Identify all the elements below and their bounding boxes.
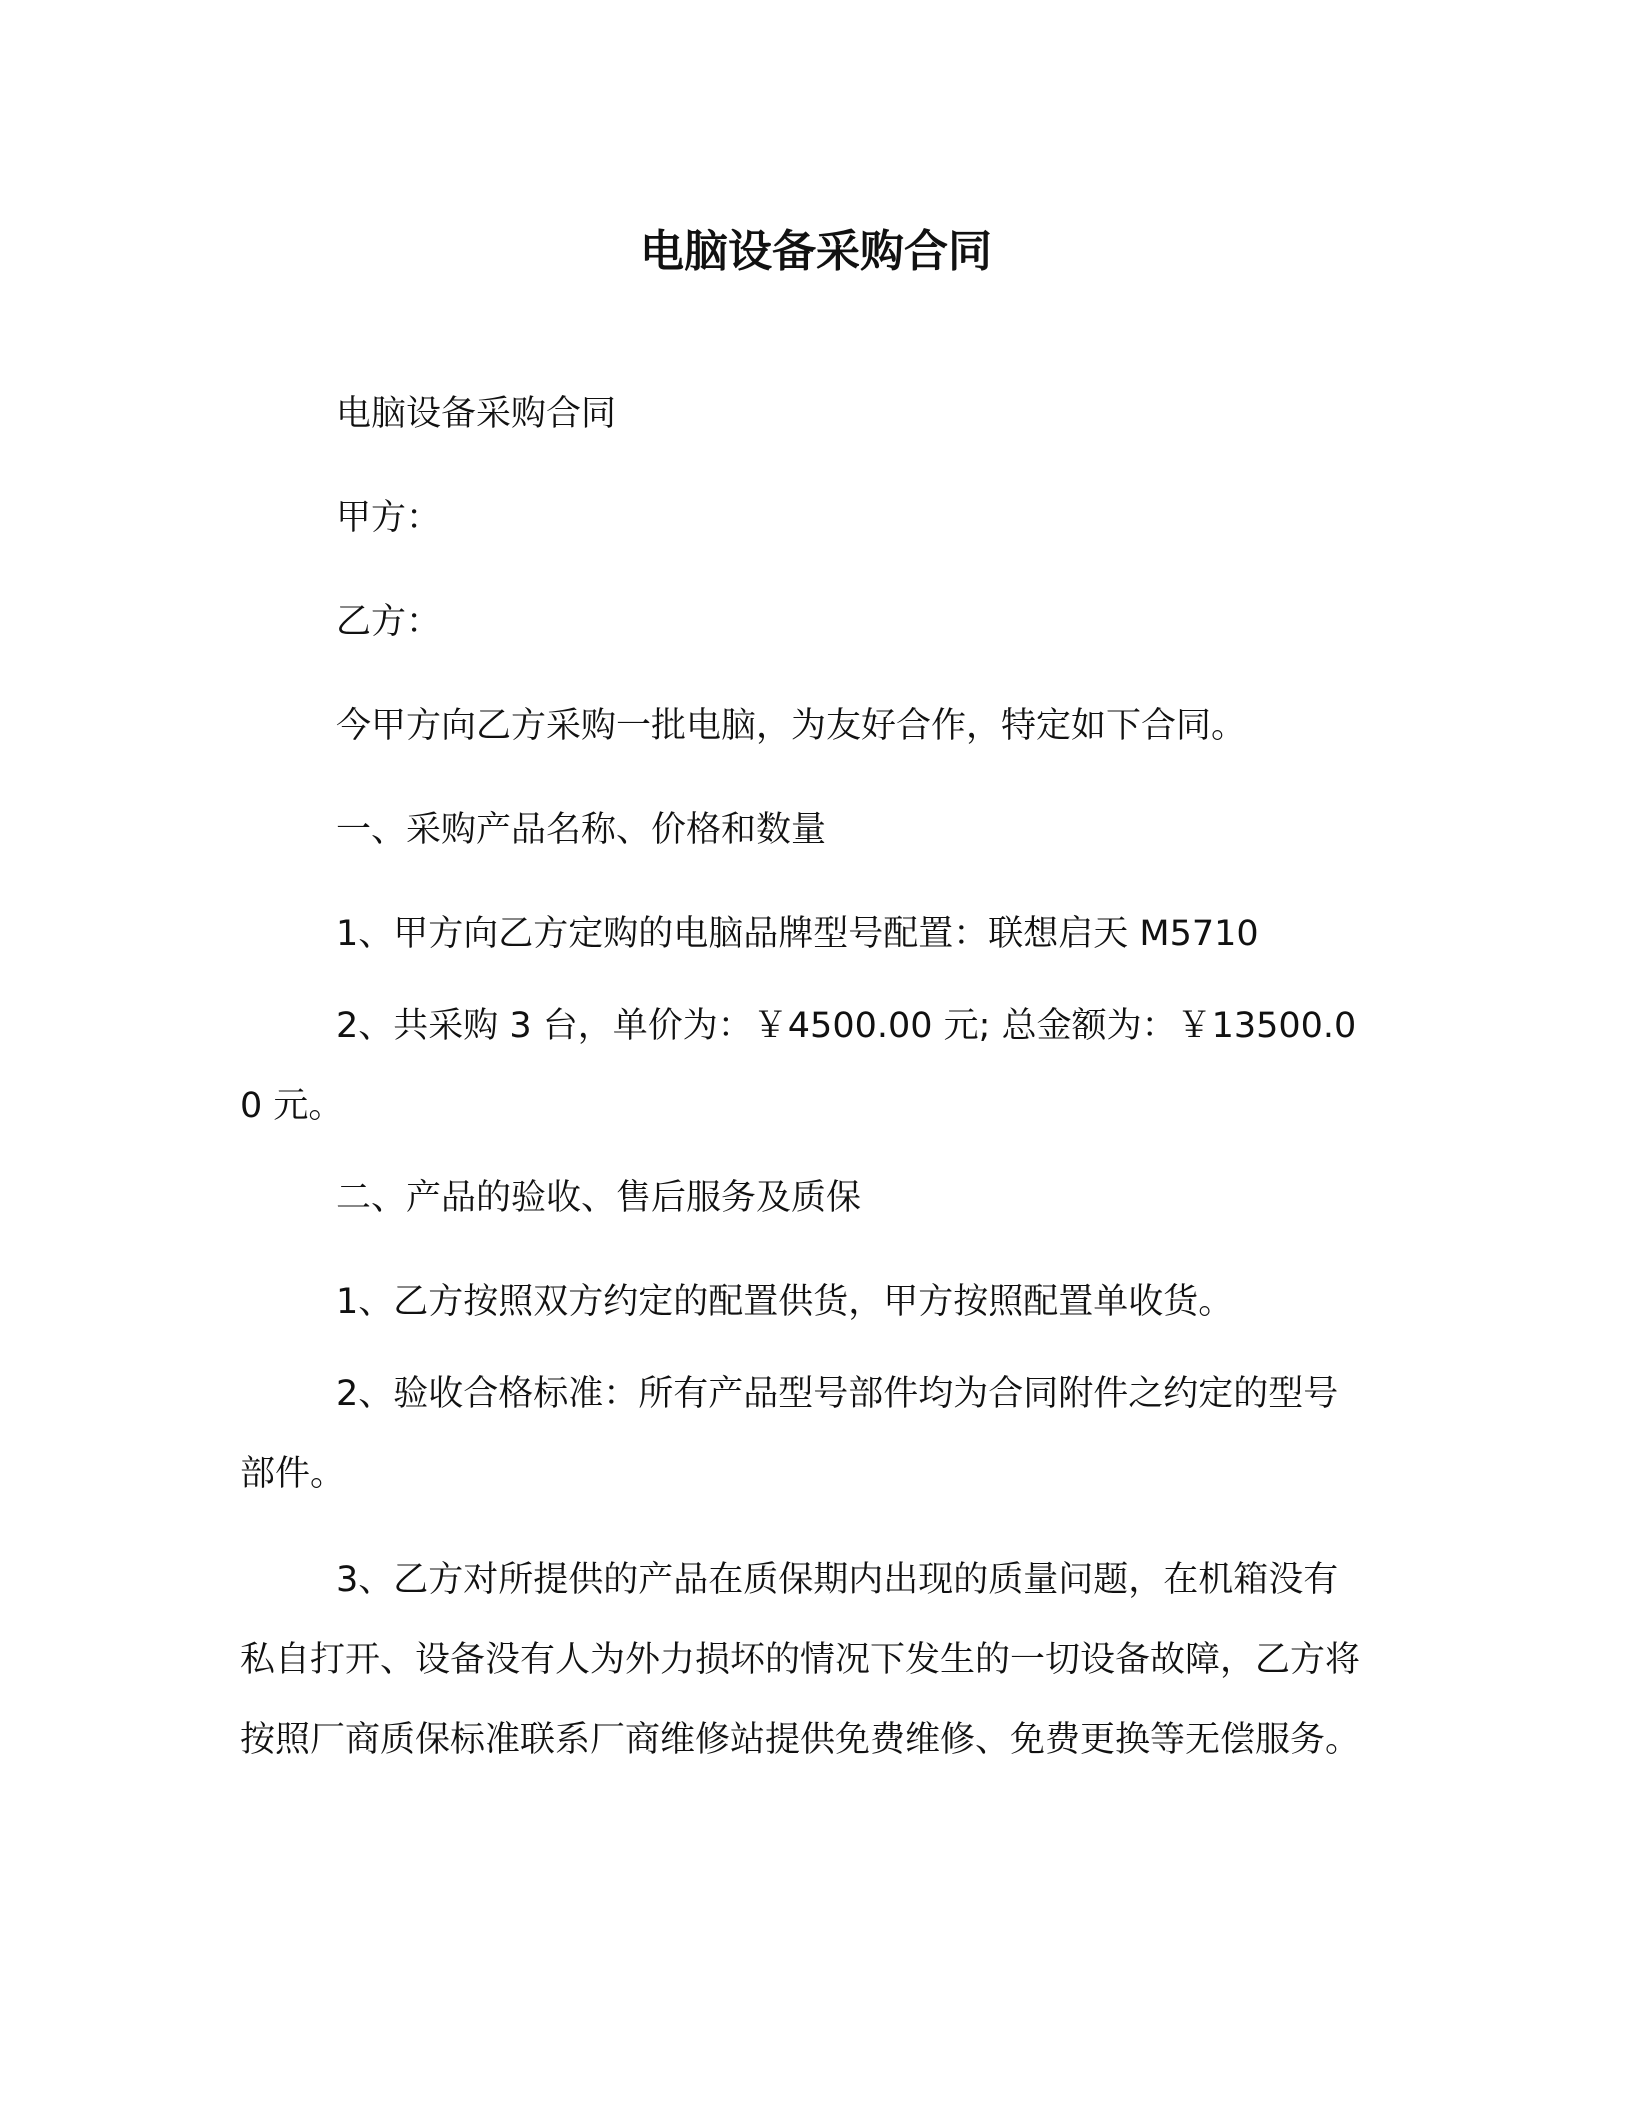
section-two-item-1: 1、乙方按照双方约定的配置供货，甲方按照配置单收货。 (336, 1282, 1234, 1322)
section-two-item-2: 2、验收合格标准：所有产品型号部件均为合同附件之约定的型号部件。 (240, 1374, 1339, 1494)
paragraph-intro: 今甲方向乙方采购一批电脑，为友好合作，特定如下合同。 (336, 706, 1247, 746)
section-one-item-2: 2、共采购 3 台，单价为：￥4500.00 元; 总金额为：￥13500.00 元。 (240, 1006, 1357, 1126)
section-one-item-1: 1、甲方向乙方定购的电脑品牌型号配置：联想启天 M5710 (336, 914, 1259, 954)
paragraph-heading: 电脑设备采购合同 (336, 394, 617, 434)
paragraph-party-a: 甲方： (336, 498, 442, 538)
section-one-heading: 一、采购产品名称、价格和数量 (336, 810, 827, 850)
document-body (240, 388, 1365, 1780)
section-two-heading: 二、产品的验收、售后服务及质保 (336, 1178, 862, 1218)
document-title: 电脑设备采购合同 (640, 226, 992, 277)
paragraph-party-b: 乙方： (336, 602, 442, 642)
section-two-item-3: 3、乙方对所提供的产品在质保期内出现的质量问题，在机箱没有私自打开、设备没有人为外力损坏的情况下发生的一切设备故障，乙方将按照厂商质保标准联系厂商维修站提供免费维修、免费更换等无偿服务。 (240, 1560, 1361, 1760)
